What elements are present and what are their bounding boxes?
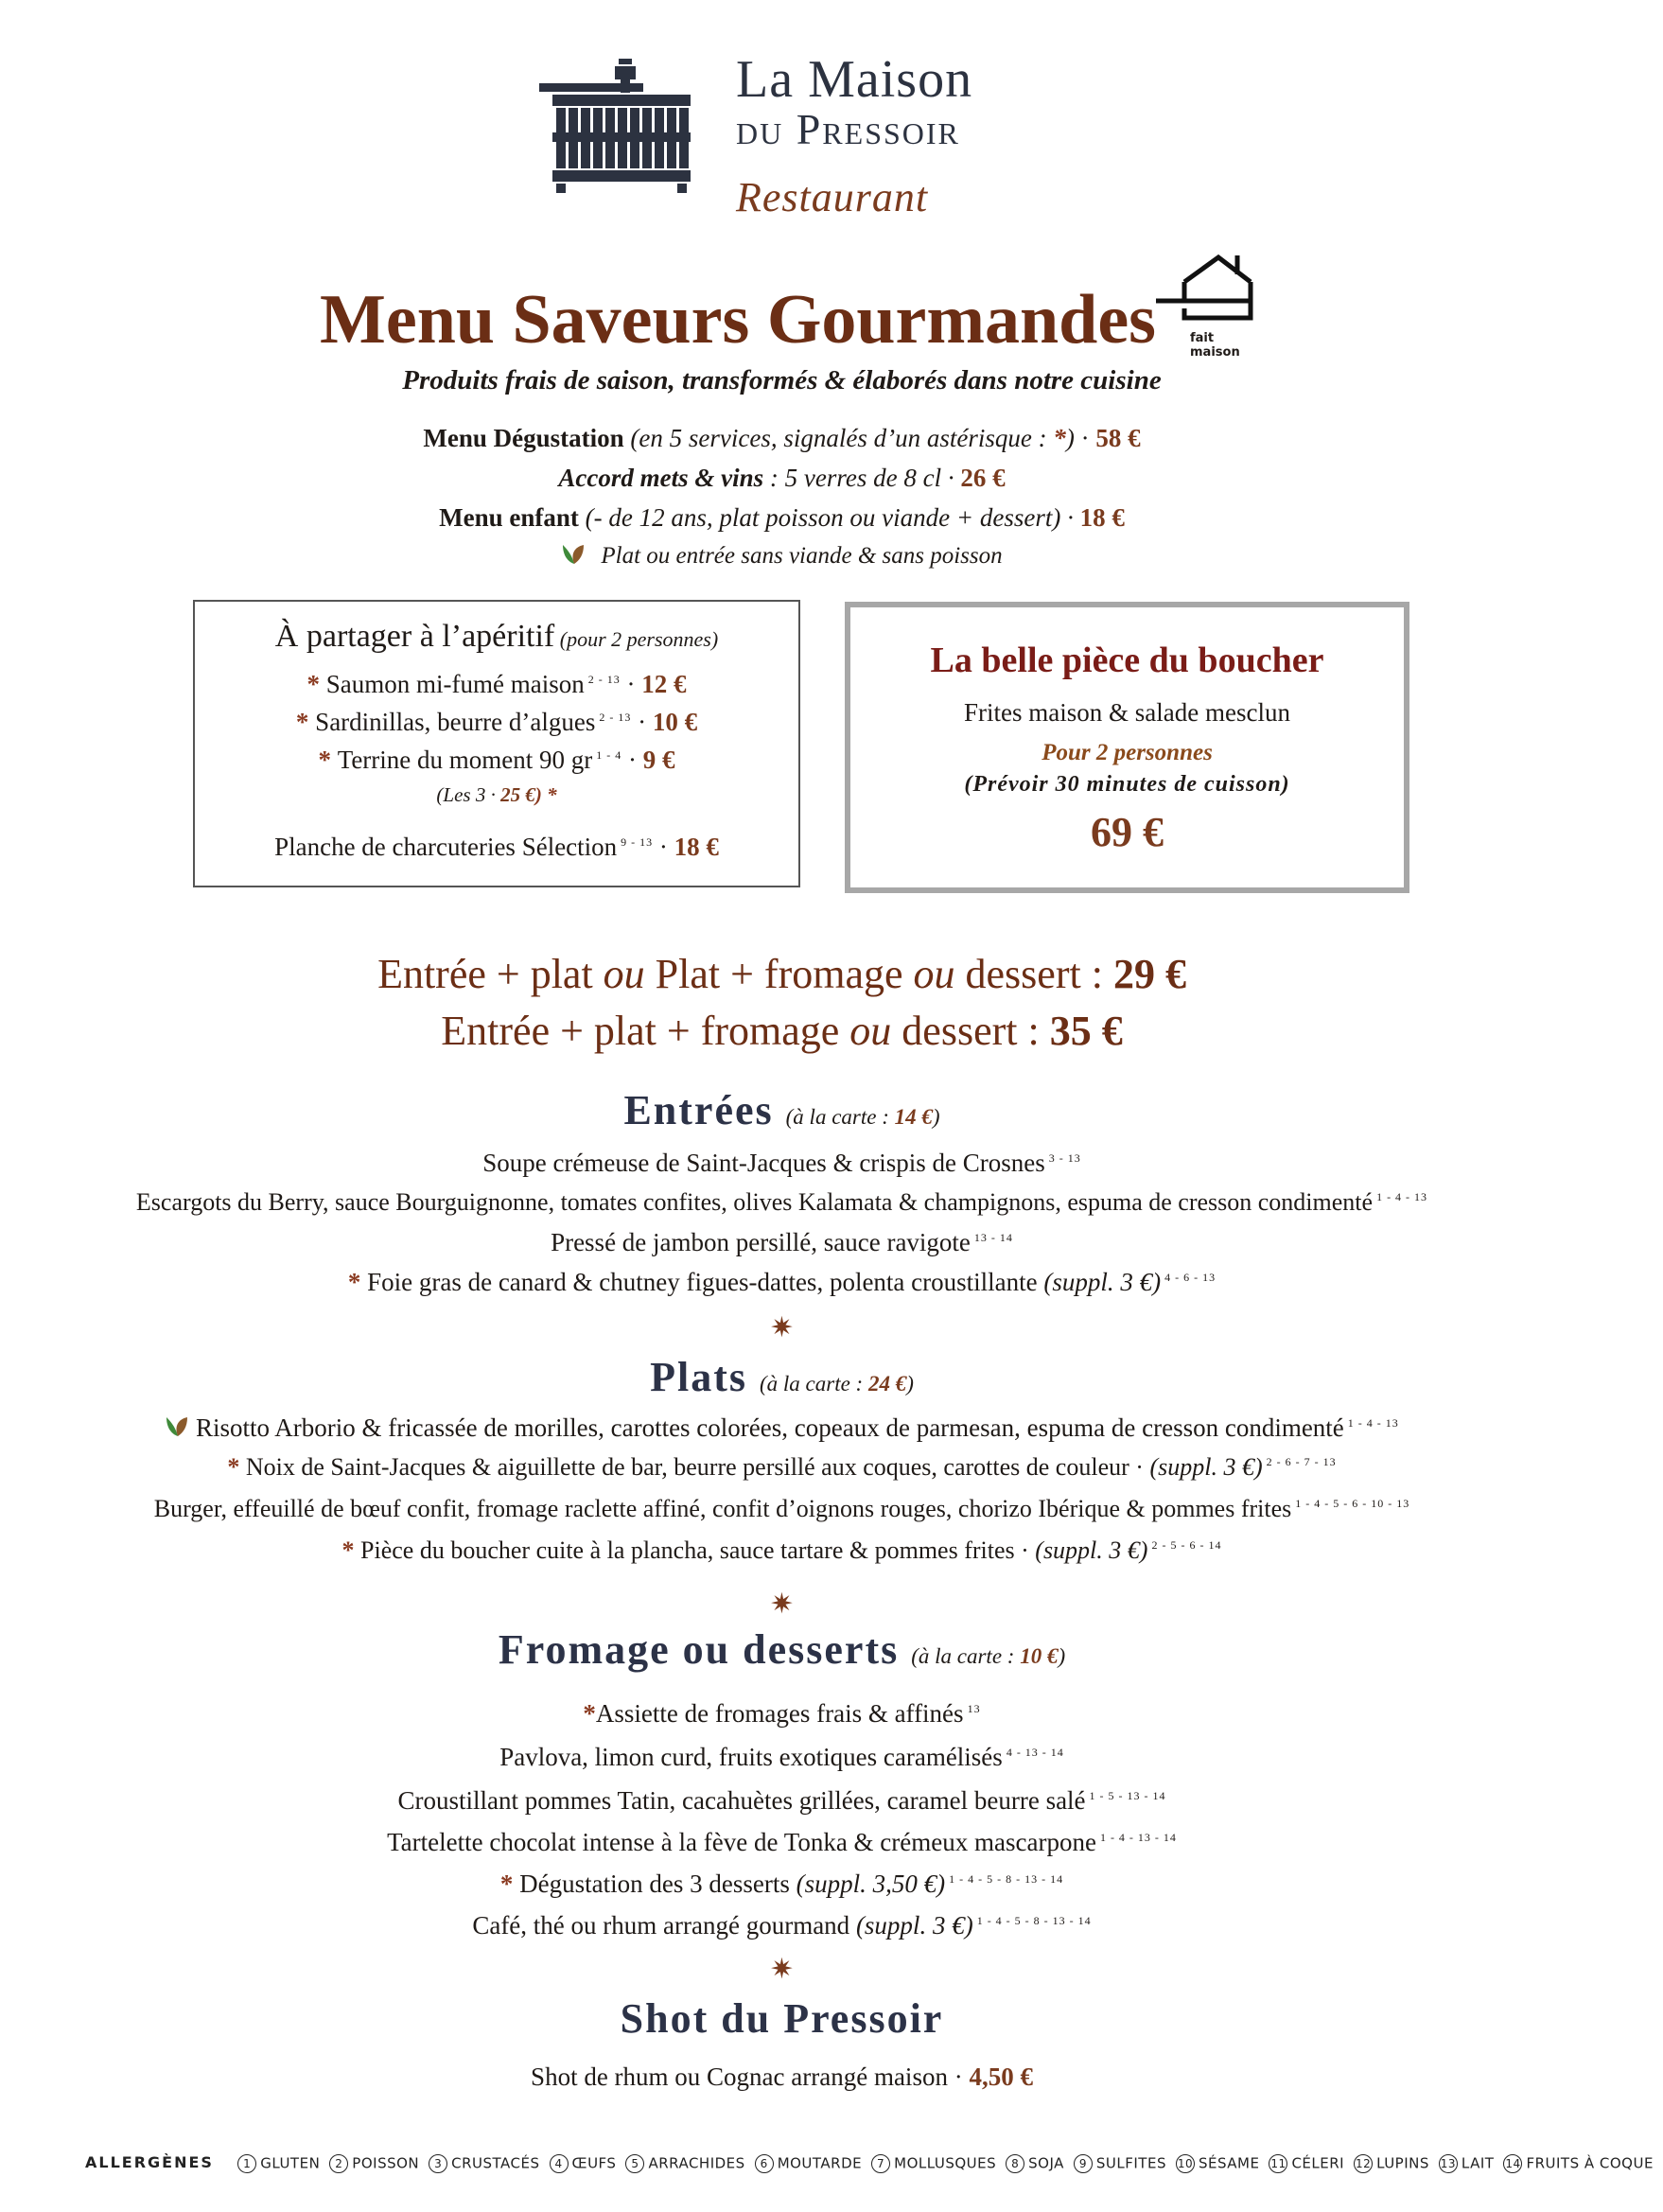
item-name: Pressé de jambon persillé, sauce ravigote bbox=[551, 1228, 971, 1256]
item-name: Soupe crémeuse de Saint-Jacques & crispis de Crosnes bbox=[482, 1149, 1045, 1177]
allergen-codes: 1 - 4 bbox=[596, 748, 622, 762]
item-name: Noix de Saint-Jacques & aiguillette de bar, beurre persillé aux coques, carottes de couleur · bbox=[245, 1453, 1150, 1481]
sep: · bbox=[1074, 424, 1096, 452]
allergen-number-badge: 4 bbox=[550, 2154, 569, 2173]
item-name: Escargots du Berry, sauce Bourguignonne, tomates confites, olives Kalamata & champignons, espuma de cresson condimenté bbox=[135, 1188, 1374, 1216]
allergen-item bbox=[1439, 2154, 1495, 2173]
allergen-codes: 1 - 4 - 5 - 6 - 10 - 13 bbox=[1295, 1497, 1410, 1510]
item-name: Pavlova, limon curd, fruits exotiques caramélisés bbox=[499, 1743, 1003, 1771]
aperitif-item-price: 10 € bbox=[652, 708, 698, 736]
combo-prefix: (Les 3 · bbox=[436, 783, 501, 806]
star-marker: * bbox=[347, 1268, 368, 1296]
allergen-number-badge: 6 bbox=[755, 2154, 774, 2173]
allergen-number-badge: 10 bbox=[1176, 2154, 1195, 2173]
formula-or: ou bbox=[913, 951, 955, 997]
allergen-item bbox=[1006, 2154, 1064, 2173]
star-marker: * bbox=[318, 746, 338, 774]
brand-logo bbox=[539, 57, 700, 199]
menu-degustation-line bbox=[0, 424, 1564, 453]
enfant-line bbox=[0, 503, 1564, 533]
aperitif-box bbox=[193, 600, 800, 887]
item-name: Dégustation des 3 desserts bbox=[519, 1870, 796, 1898]
boucher-persons: Pour 2 personnes bbox=[1042, 740, 1213, 765]
allergen-codes: 13 - 14 bbox=[973, 1231, 1013, 1244]
dessert-item bbox=[0, 1870, 1564, 1899]
allergen-number-badge: 9 bbox=[1074, 2154, 1093, 2173]
aperitif-heading bbox=[195, 619, 798, 655]
section-note: (à la carte : 14 €) bbox=[785, 1105, 940, 1129]
item-supplement: (suppl. 3 €) bbox=[855, 1911, 973, 1940]
dessert-item bbox=[0, 1828, 1564, 1857]
formula-text: Entrée + plat + fromage bbox=[441, 1008, 850, 1054]
allergen-codes: 4 - 6 - 13 bbox=[1164, 1271, 1217, 1284]
item-name: Assiette de fromages frais & affinés bbox=[595, 1699, 964, 1728]
formula-text: Entrée + plat bbox=[377, 951, 604, 997]
item-supplement: (suppl. 3 €) bbox=[1043, 1268, 1162, 1296]
allergen-name: MOUTARDE bbox=[777, 2154, 863, 2171]
aperitif-item: * Saumon mi-fumé maison $^{2 - 13}$ · 12 € bbox=[306, 670, 687, 698]
plat-item bbox=[0, 1495, 1564, 1523]
star-marker: * bbox=[499, 1870, 520, 1898]
item-name: Burger, effeuillé de bœuf confit, fromage raclette affiné, confit d’oignons rouges, chorizo Ibérique & pommes frites bbox=[153, 1495, 1292, 1522]
board-price: 18 € bbox=[674, 833, 719, 861]
allergen-item bbox=[1074, 2154, 1166, 2173]
fait-maison-label: fait maison bbox=[1190, 331, 1240, 360]
star-marker: * bbox=[306, 670, 326, 698]
aperitif-item-name: Sardinillas, beurre d’algues bbox=[315, 708, 596, 736]
allergen-number-badge: 13 bbox=[1439, 2154, 1458, 2173]
section-note: (à la carte : 24 €) bbox=[760, 1372, 914, 1396]
allergen-item bbox=[429, 2154, 539, 2173]
allergen-codes: 2 - 13 bbox=[587, 673, 621, 686]
shot-price: 4,50 € bbox=[969, 2063, 1033, 2091]
star-marker: * bbox=[341, 1536, 361, 1564]
allergen-name: FRUITS À COQUE bbox=[1526, 2154, 1654, 2171]
item-name: Shot de rhum ou Cognac arrangé maison · bbox=[531, 2063, 970, 2091]
fait-maison-house-icon bbox=[1156, 252, 1260, 327]
formula-text: dessert : bbox=[954, 951, 1113, 997]
allergen-name: SOJA bbox=[1028, 2154, 1064, 2171]
item-supplement: (suppl. 3 €) bbox=[1149, 1453, 1263, 1481]
combo-suffix: ) * bbox=[534, 783, 557, 806]
aperitif-item: * Sardinillas, beurre d’algues $^{2 - 13}$ · 10 € bbox=[295, 708, 698, 736]
combo-price: 25 € bbox=[500, 783, 535, 806]
allergen-legend-label: ALLERGÈNES bbox=[85, 2153, 214, 2171]
page-title: Menu Saveurs Gourmandes bbox=[320, 281, 1156, 359]
allergen-codes: 2 - 13 bbox=[599, 711, 632, 724]
allergen-number-badge: 12 bbox=[1354, 2154, 1373, 2173]
brand-name-line1: La Maison bbox=[736, 50, 973, 109]
allergen-codes: 1 - 4 - 13 bbox=[1347, 1416, 1399, 1430]
enfant-price: 18 € bbox=[1079, 503, 1125, 532]
plat-item bbox=[0, 1413, 1564, 1445]
plat-item bbox=[0, 1453, 1564, 1482]
allergen-codes: 2 - 6 - 7 - 13 bbox=[1266, 1455, 1337, 1468]
allergen-item bbox=[625, 2154, 744, 2173]
veg-legend: Plat ou entrée sans viande & sans poisson bbox=[601, 543, 1003, 570]
accord-label: Accord mets & vins bbox=[558, 464, 764, 492]
degustation-star: * bbox=[1053, 424, 1066, 452]
entree-item bbox=[0, 1268, 1564, 1297]
allergen-codes: 4 - 13 - 14 bbox=[1006, 1746, 1064, 1759]
allergen-item bbox=[1176, 2154, 1259, 2173]
board-name: Planche de charcuteries Sélection bbox=[274, 833, 618, 861]
section-entrees-title bbox=[0, 1086, 1564, 1134]
entree-item bbox=[0, 1228, 1564, 1257]
boucher-title: La belle pièce du boucher bbox=[930, 641, 1324, 680]
degustation-note-end: ) bbox=[1065, 424, 1075, 452]
formula-price: 29 € bbox=[1112, 951, 1186, 997]
dessert-item bbox=[0, 1743, 1564, 1772]
brand-name-line2: du Pressoir bbox=[736, 105, 960, 153]
allergen-item bbox=[1354, 2154, 1429, 2173]
entree-item bbox=[0, 1149, 1564, 1178]
formula-text: Plat + fromage bbox=[644, 951, 914, 997]
item-supplement: (suppl. 3,50 €) bbox=[796, 1870, 946, 1898]
allergen-number-badge: 2 bbox=[329, 2154, 348, 2173]
item-name: Risotto Arborio & fricassée de morilles, carottes colorées, copeaux de parmesan, espuma de cresson condimenté bbox=[195, 1413, 1344, 1442]
allergen-item bbox=[237, 2154, 320, 2173]
boucher-cook-time: (Prévoir 30 minutes de cuisson) bbox=[964, 772, 1290, 797]
star-separator-icon: ✷ bbox=[769, 1312, 795, 1343]
allergen-codes: 13 bbox=[967, 1702, 981, 1715]
aperitif-item-name: Saumon mi-fumé maison bbox=[325, 670, 585, 698]
subtitle: Produits frais de saison, transformés & élaborés dans notre cuisine bbox=[402, 365, 1162, 395]
allergen-name: GLUTEN bbox=[260, 2154, 321, 2171]
formula-29 bbox=[0, 950, 1564, 998]
section-note: (à la carte : 10 €) bbox=[911, 1644, 1066, 1668]
section-title: Fromage ou desserts bbox=[498, 1626, 900, 1673]
aperitif-note: (pour 2 personnes) bbox=[554, 627, 719, 651]
degustation-note: (en 5 services, signalés d’un astérisque : bbox=[630, 424, 1054, 452]
allergen-number-badge: 11 bbox=[1269, 2154, 1287, 2173]
allergen-name: MOLLUSQUES bbox=[894, 2154, 997, 2171]
aperitif-item-name: Terrine du moment 90 gr bbox=[337, 746, 593, 774]
allergen-item bbox=[871, 2154, 996, 2173]
allergen-list bbox=[237, 2154, 1663, 2171]
veg-legend-line bbox=[0, 543, 1564, 572]
section-title: Entrées bbox=[623, 1087, 774, 1133]
formula-price: 35 € bbox=[1049, 1008, 1123, 1054]
allergen-codes: 1 - 4 - 13 bbox=[1376, 1190, 1428, 1203]
formula-or: ou bbox=[603, 951, 645, 997]
allergen-number-badge: 3 bbox=[429, 2154, 447, 2173]
leaf-icon bbox=[561, 543, 586, 572]
allergen-codes: 9 - 13 bbox=[621, 835, 654, 849]
accord-line bbox=[0, 464, 1564, 493]
dessert-item bbox=[0, 1699, 1564, 1729]
boucher-side: Frites maison & salade mesclun bbox=[964, 698, 1290, 727]
aperitif-board: Planche de charcuteries Sélection $^{9 - 13}$ · 18 € bbox=[274, 833, 719, 861]
entree-item bbox=[0, 1188, 1564, 1217]
section-plats-title bbox=[0, 1353, 1564, 1401]
allergen-item bbox=[1269, 2154, 1344, 2173]
aperitif-item-price: 9 € bbox=[642, 746, 675, 774]
allergen-number-badge: 1 bbox=[237, 2154, 256, 2173]
star-separator-icon: ✷ bbox=[769, 1954, 795, 1985]
allergen-name: LUPINS bbox=[1376, 2154, 1429, 2171]
aperitif-item: * Terrine du moment 90 gr $^{1 - 4}$ · 9 € bbox=[318, 746, 675, 774]
allergen-item bbox=[1503, 2154, 1653, 2173]
enfant-note: (- de 12 ans, plat poisson ou viande + dessert) · bbox=[578, 503, 1080, 532]
boucher-price: 69 € bbox=[1091, 809, 1164, 855]
formula-text: dessert : bbox=[891, 1008, 1050, 1054]
allergen-name: ŒUFS bbox=[571, 2154, 617, 2171]
brand-restaurant: Restaurant bbox=[736, 174, 929, 220]
allergen-codes: 1 - 4 - 5 - 8 - 13 - 14 bbox=[976, 1914, 1092, 1927]
wine-press-logo-icon bbox=[539, 57, 700, 199]
star-separator-icon: ✷ bbox=[769, 1589, 795, 1620]
aperitif-item-price: 12 € bbox=[641, 670, 687, 698]
section-desserts-title bbox=[0, 1625, 1564, 1674]
allergen-codes: 1 - 4 - 5 - 8 - 13 - 14 bbox=[949, 1872, 1064, 1886]
allergen-number-badge: 7 bbox=[871, 2154, 890, 2173]
allergen-name: LAIT bbox=[1461, 2154, 1495, 2171]
boucher-box bbox=[845, 602, 1409, 893]
allergen-codes: 3 - 13 bbox=[1048, 1151, 1081, 1165]
allergen-codes: 1 - 4 - 13 - 14 bbox=[1099, 1831, 1177, 1844]
allergen-name: POISSON bbox=[352, 2154, 420, 2171]
accord-price: 26 € bbox=[960, 464, 1006, 492]
allergen-name: SÉSAME bbox=[1198, 2154, 1260, 2171]
item-name: Pièce du boucher cuite à la plancha, sauce tartare & pommes frites · bbox=[360, 1536, 1036, 1564]
allergen-item bbox=[329, 2154, 419, 2173]
aperitif-combo bbox=[195, 783, 798, 807]
dessert-item bbox=[0, 1786, 1564, 1816]
allergen-number-badge: 5 bbox=[625, 2154, 644, 2173]
degustation-label: Menu Dégustation bbox=[423, 424, 624, 452]
star-marker: * bbox=[583, 1699, 596, 1728]
allergen-name: CRUSTACÉS bbox=[451, 2154, 540, 2171]
allergen-codes: 1 - 5 - 13 - 14 bbox=[1089, 1789, 1166, 1802]
item-name: Croustillant pommes Tatin, cacahuètes grillées, caramel beurre salé bbox=[397, 1786, 1086, 1815]
allergen-item bbox=[550, 2154, 617, 2173]
formula-or: ou bbox=[849, 1008, 892, 1054]
star-marker: * bbox=[295, 708, 316, 736]
enfant-label: Menu enfant bbox=[439, 503, 579, 532]
item-supplement: (suppl. 3 €) bbox=[1035, 1536, 1148, 1564]
item-name: Café, thé ou rhum arrangé gourmand bbox=[472, 1911, 856, 1940]
dessert-item bbox=[0, 1911, 1564, 1940]
allergen-legend bbox=[85, 2153, 1663, 2173]
star-marker: * bbox=[227, 1453, 246, 1481]
shot-item bbox=[0, 2063, 1564, 2092]
allergen-number-badge: 14 bbox=[1503, 2154, 1522, 2173]
item-name: Foie gras de canard & chutney figues-dattes, polenta croustillante bbox=[367, 1268, 1044, 1296]
accord-note: : 5 verres de 8 cl · bbox=[763, 464, 961, 492]
aperitif-title: À partager à l’apéritif bbox=[274, 619, 555, 654]
section-shot-title: Shot du Pressoir bbox=[620, 1995, 944, 2042]
allergen-name: CÉLERI bbox=[1291, 2154, 1345, 2171]
item-name: Tartelette chocolat intense à la fève de Tonka & crémeux mascarpone bbox=[387, 1828, 1096, 1856]
allergen-item bbox=[755, 2154, 862, 2173]
allergen-codes: 2 - 5 - 6 - 14 bbox=[1151, 1538, 1222, 1552]
formula-35 bbox=[0, 1007, 1564, 1055]
section-title: Plats bbox=[650, 1354, 747, 1400]
allergen-name: SULFITES bbox=[1095, 2154, 1166, 2171]
allergen-name: ARRACHIDES bbox=[648, 2154, 745, 2171]
allergen-number-badge: 8 bbox=[1006, 2154, 1024, 2173]
plat-item bbox=[0, 1536, 1564, 1565]
leaf-icon bbox=[165, 1415, 189, 1445]
fait-maison-badge bbox=[1156, 252, 1260, 360]
degustation-price: 58 € bbox=[1095, 424, 1141, 452]
